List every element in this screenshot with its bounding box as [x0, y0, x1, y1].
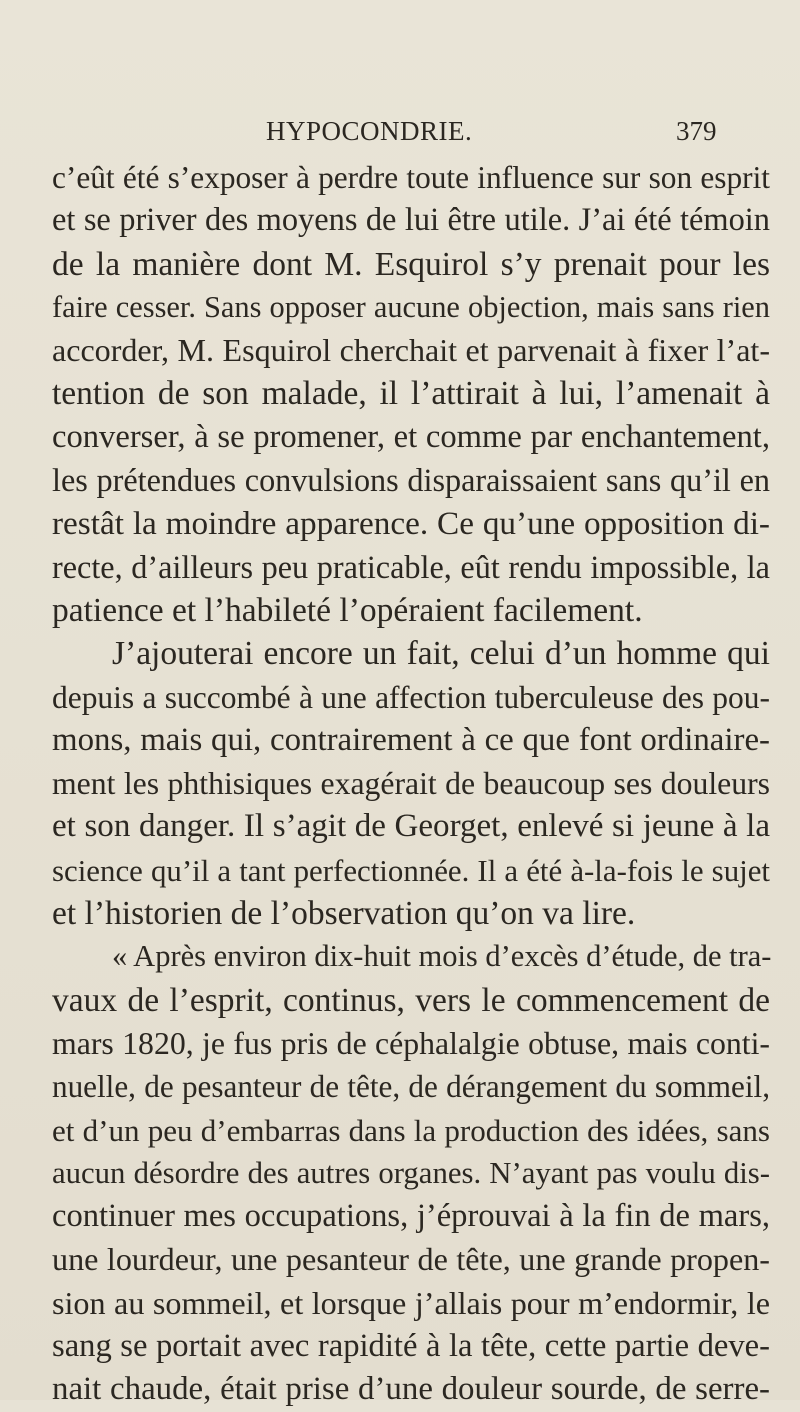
- text-line: recte, d’ailleurs peu praticable, eût rendu impossible, la: [52, 548, 770, 585]
- text-line: continuer mes occupations, j’éprouvai à la fin de mars,: [52, 1198, 770, 1235]
- text-line: converser, à se promener, et comme par enchantement,: [52, 418, 770, 455]
- text-line: J’ajouterai encore un fait, celui d’un homme qui: [112, 635, 770, 673]
- text-line: et se priver des moyens de lui être utile. J’ai été témoin: [52, 202, 770, 239]
- text-line: et d’un peu d’embarras dans la production des idées, sans: [52, 1112, 770, 1148]
- text-line: nait chaude, était prise d’une douleur sourde, de serre-: [52, 1371, 770, 1408]
- text-line: restât la moindre apparence. Ce qu’une opposition di-: [52, 505, 770, 543]
- text-line: et l’historien de l’observation qu’on va lire.: [52, 895, 636, 933]
- body-text: [52, 156, 770, 1412]
- running-head: [0, 112, 800, 152]
- text-line: faire cesser. Sans opposer aucune objection, mais sans rien: [52, 289, 770, 324]
- text-line: science qu’il a tant perfectionnée. Il a été à-la-fois le sujet: [52, 852, 770, 888]
- text-line: les prétendues convulsions disparaissaient sans qu’il en: [52, 462, 770, 499]
- text-line: mons, mais qui, contrairement à ce que font ordinaire-: [52, 721, 770, 758]
- text-line: mars 1820, je fus pris de céphalalgie obtuse, mais conti-: [52, 1025, 770, 1061]
- text-line: une lourdeur, une pesanteur de tête, une grande propen-: [52, 1241, 770, 1278]
- text-line: accorder, M. Esquirol cherchait et parvenait à fixer l’at-: [52, 332, 770, 369]
- text-line: depuis a succombé à une affection tuberculeuse des pou-: [52, 679, 770, 715]
- running-title: HYPOCONDRIE.: [266, 116, 473, 146]
- text-line: de la manière dont M. Esquirol s’y prenait pour les: [52, 245, 770, 283]
- text-line: nuelle, de pesanteur de tête, de dérangement du sommeil,: [52, 1069, 770, 1105]
- text-line: et son danger. Il s’agit de Georget, enlevé si jeune à la: [52, 808, 770, 845]
- text-line: c’eût été s’exposer à perdre toute influence sur son esprit: [52, 160, 770, 195]
- text-line: ment les phthisiques exagérait de beaucoup ses douleurs: [52, 766, 770, 802]
- text-line: sang se portait avec rapidité à la tête, cette partie deve-: [52, 1328, 770, 1365]
- text-line: vaux de l’esprit, continus, vers le commencement de: [52, 981, 770, 1019]
- text-line: sion au sommeil, et lorsque j’allais pour m’endormir, le: [52, 1284, 770, 1321]
- page-number: 379: [676, 116, 717, 146]
- text-line: « Après environ dix-huit mois d’excès d’étude, de tra-: [112, 939, 772, 974]
- text-line: aucun désordre des autres organes. N’ayant pas voulu dis-: [52, 1155, 770, 1190]
- text-line: patience et l’habileté l’opéraient facilement.: [52, 591, 643, 629]
- text-line: tention de son malade, il l’attirait à lui, l’amenait à: [52, 375, 770, 413]
